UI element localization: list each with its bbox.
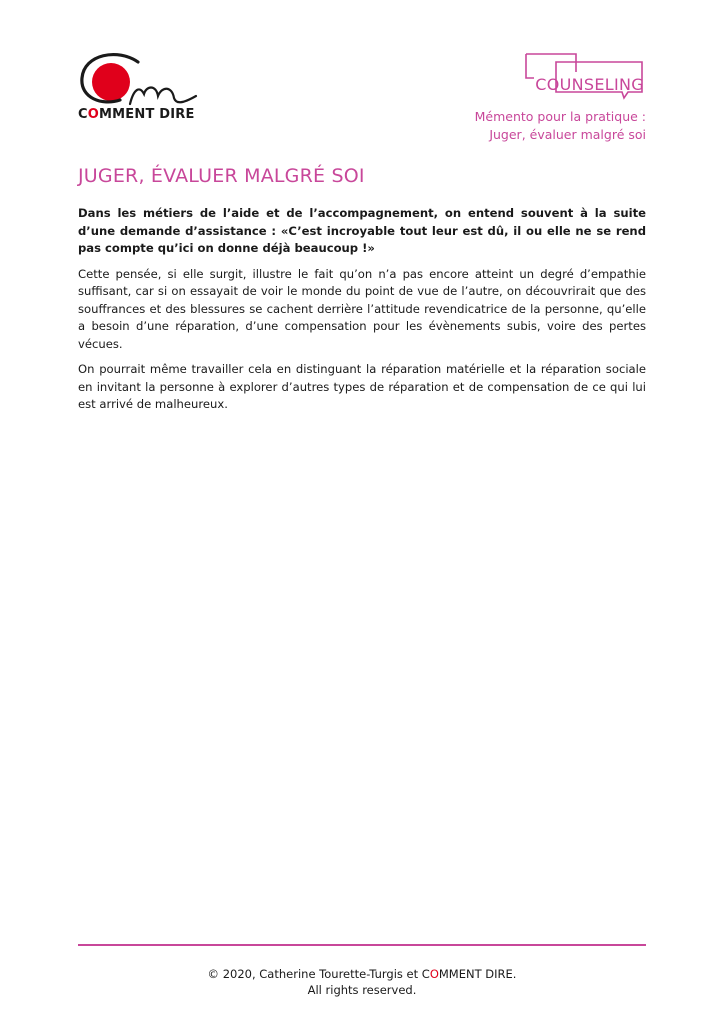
brand-logo bbox=[78, 48, 208, 128]
footer-divider bbox=[78, 944, 646, 946]
speech-bubbles-icon bbox=[516, 48, 646, 100]
body-paragraph: Cette pensée, si elle surgit, illustre le fait qu’on n’a pas encore atteint un degré d’empathie suffisant, car si on essayait de voir le monde du point de vue de l’autre, on découvrirait que des souffrances et des blessures se cachent derrière l’attitude revendicatrice de la personne, qu’elle a besoin d’une réparation, d’une compensation pour les évènements subis, voire des pertes vécues. bbox=[78, 266, 646, 351]
subtitle-line-2: Juger, évaluer malgré soi bbox=[489, 127, 646, 142]
footer bbox=[0, 966, 724, 998]
copyright-line: © 2020, Catherine Tourette-Turgis et COMMENT DIRE. bbox=[207, 967, 517, 981]
logo-monogram-icon bbox=[78, 48, 208, 108]
document-body bbox=[78, 205, 646, 422]
header-badge-block bbox=[426, 48, 646, 148]
lead-paragraph: Dans les métiers de l’aide et de l’accompagnement, on entend souvent à la suite d’une demande d’assistance : «C’est incroyable tout leur est dû, il ou elle ne se rend pas compte qu’ici on donne déjà beaucoup !» bbox=[78, 206, 646, 255]
page-title: JUGER, ÉVALUER MALGRÉ SOI bbox=[78, 165, 365, 187]
subtitle-line-1: Mémento pour la pratique : bbox=[474, 109, 646, 124]
section-badge: COUNSELING bbox=[535, 75, 644, 94]
rights-line: All rights reserved. bbox=[307, 983, 417, 997]
body-paragraph: On pourrait même travailler cela en distinguant la réparation matérielle et la réparation sociale en invitant la personne à explorer d’autres types de réparation et de compensation de ce qui lui est arrivé de malheureux. bbox=[78, 362, 646, 411]
header-subtitle bbox=[475, 108, 646, 144]
brand-name: COMMENT DIRE bbox=[78, 107, 195, 122]
